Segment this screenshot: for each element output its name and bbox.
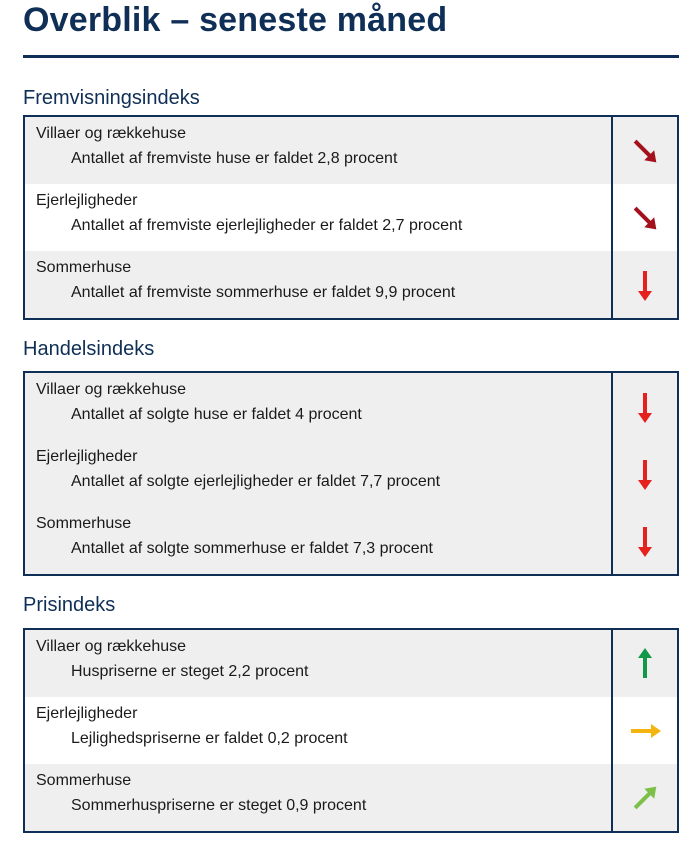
row-category: Villaer og rækkehuse [36,638,187,655]
table-row [25,117,677,184]
trend-arrow-icon [627,200,663,236]
trend-cell [613,440,677,507]
row-description: Antallet af solgte huse er faldet 4 procent [71,406,362,423]
row-category: Ejerlejligheder [36,705,138,722]
table-row [25,764,677,831]
trend-arrow-icon [627,646,663,682]
trend-arrow-icon [627,133,663,169]
row-category: Sommerhuse [36,515,132,532]
row-category: Sommerhuse [36,772,132,789]
trend-arrow-icon [627,523,663,559]
prisindeks-table [23,628,679,833]
row-category: Villaer og rækkehuse [36,381,187,398]
trend-cell [613,764,677,831]
row-category: Ejerlejligheder [36,448,138,465]
table-row [25,184,677,251]
table-row [25,440,677,507]
row-description: Huspriserne er steget 2,2 procent [71,663,309,680]
section-title-prisindeks: Prisindeks [23,594,116,616]
row-category: Villaer og rækkehuse [36,125,187,142]
table-row [25,697,677,764]
trend-arrow-icon [627,780,663,816]
trend-cell [613,117,677,184]
fremvisningsindeks-table [23,115,679,320]
trend-arrow-icon [627,267,663,303]
trend-arrow-icon [627,456,663,492]
table-row [25,251,677,318]
section-title-fremvisningsindeks: Fremvisningsindeks [23,87,200,109]
row-category: Sommerhuse [36,259,132,276]
table-row [25,630,677,697]
page-title: Overblik – seneste måned [23,1,448,39]
row-description: Lejlighedspriserne er faldet 0,2 procent [71,730,348,747]
trend-cell [613,184,677,251]
row-description: Antallet af solgte sommerhuse er faldet 7,3 procent [71,540,433,557]
row-description: Sommerhuspriserne er steget 0,9 procent [71,797,367,814]
title-divider [23,55,679,58]
row-description: Antallet af fremviste huse er faldet 2,8 procent [71,150,398,167]
table-row [25,507,677,574]
trend-cell [613,630,677,697]
trend-cell [613,697,677,764]
trend-arrow-icon [627,389,663,425]
trend-arrow-icon [627,713,663,749]
row-description: Antallet af fremviste ejerlejligheder er faldet 2,7 procent [71,217,463,234]
trend-cell [613,251,677,318]
section-title-handelsindeks: Handelsindeks [23,338,155,360]
row-category: Ejerlejligheder [36,192,138,209]
trend-cell [613,507,677,574]
row-description: Antallet af solgte ejerlejligheder er faldet 7,7 procent [71,473,441,490]
handelsindeks-table [23,371,679,576]
table-row [25,373,677,440]
trend-cell [613,373,677,440]
row-description: Antallet af fremviste sommerhuse er faldet 9,9 procent [71,284,456,301]
